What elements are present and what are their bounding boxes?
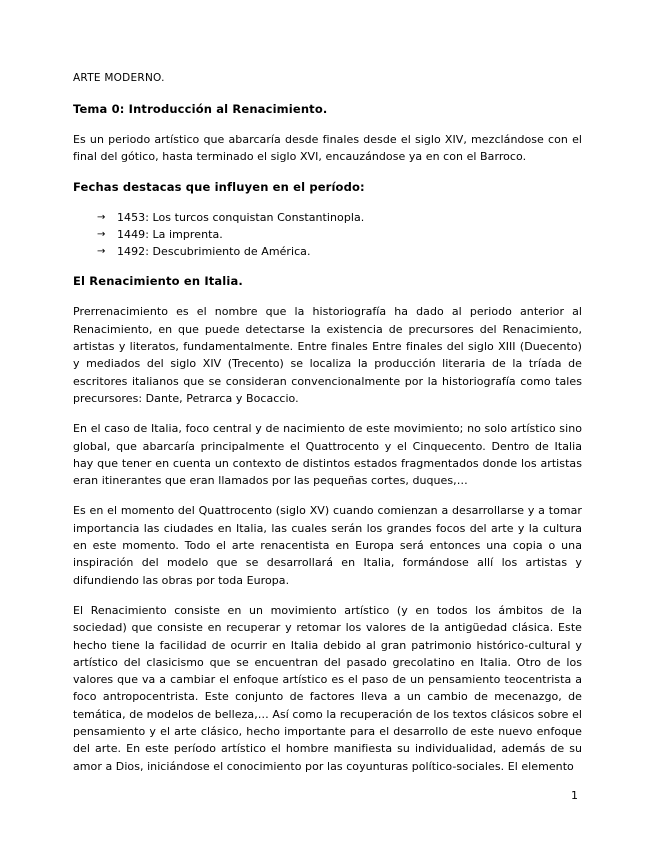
document-content [73, 70, 582, 775]
list-item-label: 1492: Descubrimiento de América. [117, 245, 311, 259]
dates-heading: Fechas destacas que influyen en el período: [73, 179, 365, 194]
intro-paragraph: Es un periodo artístico que abarcaría desde finales desde el siglo XIV, mezclándose con el final del gótico, hasta terminado el siglo XVI, encauzándose ya en con el Barroco. [73, 133, 582, 164]
body-paragraph-2: En el caso de Italia, foco central y de nacimiento de este movimiento; no solo artístico sino global, que abarcaría principalmente el Quattrocento y el Cinquecento. Dentro de Italia hay que tener en cuenta un contexto de distintos estados fragmentados donde los artistas eran itinerantes que eran llamados por las pequeñas cortes, duques,… [73, 422, 582, 488]
body-paragraph-3: Es en el momento del Quattrocento (siglo XV) cuando comienzan a desarrollarse y a tomar importancia las ciudades en Italia, las cuales serán los grandes focos del arte y la cultura en este momento. Todo el arte renacentista en Europa será entonces una copia o una inspiración del modelo que se desarrollará en Italia, formándose allí los artistas y difundiendo las obras por toda Europa. [73, 504, 582, 587]
list-item-label: 1449: La imprenta. [117, 227, 223, 241]
list-item-label: 1453: Los turcos conquistan Constantinopla. [117, 210, 365, 224]
body-paragraph-1: Prerrenacimiento es el nombre que la historiografía ha dado al periodo anterior al Renacimiento, en que puede detectarse la existencia de precursores del Renacimiento, artistas y literatos, fundamentalmente. Entre finales Entre finales del siglo XIII (Duecento) y mediados del siglo XIV (Trecento) se localiza la producción literaria de la tríada de escritores italianos que se consideran convencionalmente por la historiografía como tales precursores: Dante, Petrarca y Bocaccio. [73, 305, 582, 405]
topic-heading: Tema 0: Introducción al Renacimiento. [73, 102, 328, 116]
italy-section-heading: El Renacimiento en Italia. [73, 274, 243, 289]
list-item [73, 226, 582, 243]
document-title: ARTE MODERNO. [73, 72, 165, 84]
key-dates-list [73, 209, 582, 261]
list-item [73, 209, 582, 226]
arrow-bullet-icon: → [97, 246, 106, 258]
page-number: 1 [571, 789, 578, 802]
arrow-bullet-icon: → [97, 228, 106, 240]
list-item [73, 243, 582, 260]
arrow-bullet-icon: → [97, 211, 106, 223]
body-paragraph-4: El Renacimiento consiste en un movimiento artístico (y en todos los ámbitos de la sociedad) que consiste en recuperar y retomar los valores de la antigüedad clásica. Este hecho tiene la facilidad de ocurrir en Italia debido al gran patrimonio histórico-cultural y artístico del clasicismo que se encuentran del pasado grecolatino en Italia. Otro de los valores que va a cambiar el enfoque artístico es el paso de un pensamiento teocentrista a foco antropocentrista. Este conjunto de factores lleva a un cambio de mecenazgo, de temática, de modelos de belleza,… Así como la recuperación de los textos clásicos sobre el pensamiento y el arte clásico, hecho importante para el desarrollo de este nuevo enfoque del arte. En este período artístico el hombre manifiesta su individualidad, además de su amor a Dios, iniciándose el conocimiento por las coyunturas político-sociales. El elemento [73, 603, 582, 773]
